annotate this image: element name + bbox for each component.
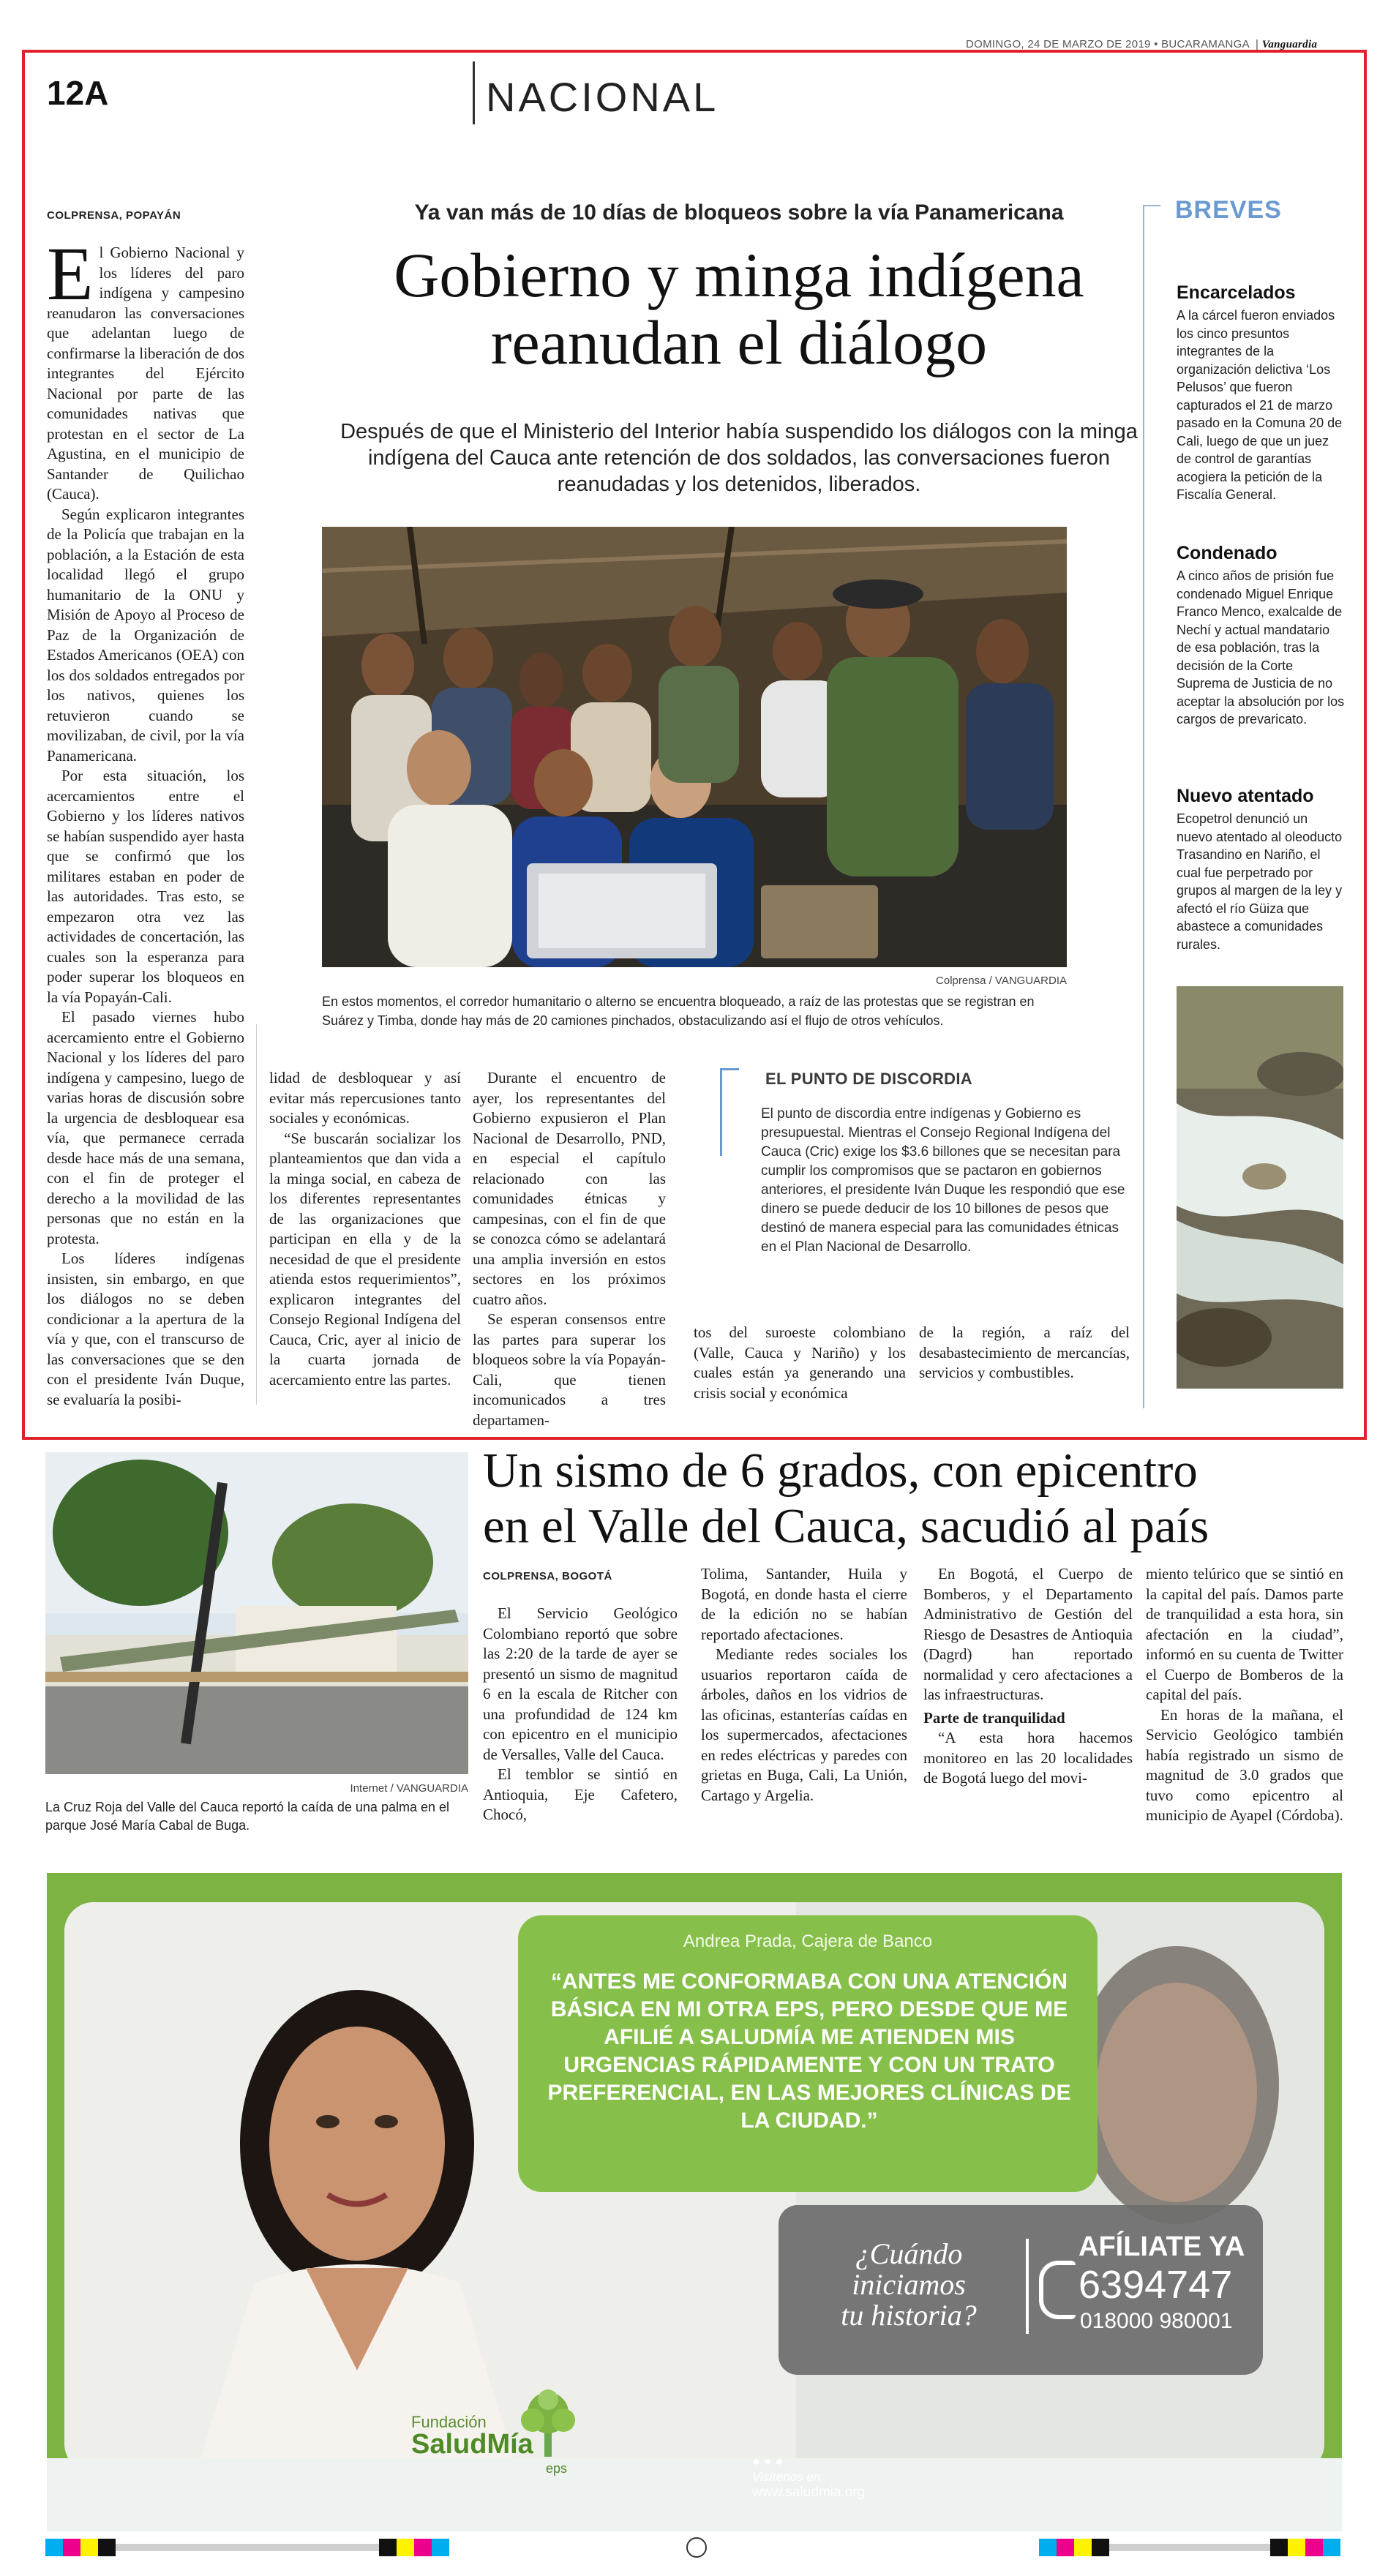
column-rule (256, 1024, 257, 1405)
meeting-photo-illustration (322, 527, 1067, 967)
fallen-palm-photo-illustration (45, 1452, 468, 1774)
logo-fundacion: Fundación (411, 2413, 487, 2431)
main-photo (322, 527, 1067, 967)
sismo-column-4 (1146, 1564, 1343, 1826)
brief-heading: Nuevo atentado (1177, 786, 1314, 806)
brief-heading: Encarcelados (1177, 282, 1296, 303)
brief-text: A la cárcel fueron enviados los cinco presuntos integrantes de la organización delictiva ‘Los Pelusos’ que fueron capturados el 21 de marzo pasado en la Comuna 20 de Cali, luego de que un juez de control de garantías acogiera la petición de la Fiscalía General. (1177, 308, 1343, 502)
ad-slogan-line3: tu historia? (841, 2299, 977, 2332)
main-col2-p2: “Se buscarán socializar los planteamientos que dan vida a la minga social, en cabeza de los diferentes representantes de las organizaciones que participan en ella y de la necesidad de que el presidente atienda estos requerimientos”, explicaron integrantes del Consejo Regional Indígena del Cauca, Cric, ayer al inicio de la cuarta jornada de acercamiento entre las partes. (269, 1129, 461, 1389)
phone-icon (1039, 2261, 1076, 2319)
logo-name: SaludMía (411, 2429, 533, 2460)
sidebar-accent-rule (720, 1068, 722, 1156)
main-col1-p1: l Gobierno Nacional y los líderes del paro indígena y campesino reanudaron las conversaciones que adelantan luego de confirmarse la liberación de dos integrantes del Ejército Nacional por parte de las comunidades nativas que protestan en el sector de La Agustina, en el municipio de Santander de Quilichao (Cauca). (47, 244, 244, 503)
section-divider (473, 61, 475, 124)
main-column-3 (473, 1068, 666, 1430)
section-title: NACIONAL (486, 74, 719, 120)
sismo-column-3 (923, 1564, 1133, 1789)
breves-title: BREVES (1175, 196, 1282, 224)
sismo-photo-credit: Internet / VANGUARDIA (350, 1782, 468, 1795)
main-col3-p1: Durante el encuentro de ayer, los representantes del Gobierno expusieron el Plan Nacional de Desarrollo, PND, en especial el capítulo relacionado con las comunidades étnicas y campesinas, con el fin de que se conozca cómo se adelantará una amplia inversión en estos sectores en los próximos cuatro años. (473, 1069, 666, 1308)
sismo-headline-line1: Un sismo de 6 grados, con epicentro (483, 1443, 1198, 1498)
main-col2-p1: lidad de desbloquear y así evitar más repercusiones tanto sociales y económicas. (269, 1069, 461, 1127)
sismo-photo (45, 1452, 468, 1774)
brief-heading: Condenado (1177, 543, 1278, 563)
main-byline: COLPRENSA, POPAYÁN (47, 209, 181, 222)
punto-discordia-text: El punto de discordia entre indígenas y Gobierno es presupuestal. Mientras el Consejo Regional Indígena del Cauca (Cric) exige los $3.6 billones que se necesitan para cumplir los compromisos que se pactaron en gobiernos anteriores, el presidente Iván Duque les respondió que ese dinero se puede deducir de los 10 billones de pesos que destinó de manera especial para las comunidades étnicas en el Plan Nacional de Desarrollo. (761, 1106, 1125, 1255)
logo-eps: eps (546, 2461, 568, 2476)
social-icons[interactable] (752, 2454, 784, 2469)
brand-logo-text: Vanguardia (1261, 39, 1318, 50)
sismo-col4-p1: miento telúrico que se sintió en la capital del país. Damos parte de tranquilidad a esta hora, sin afectación en la ciudad”, informó en su cuenta de Twitter el Cuerpo de Bomberos de la capital del país. (1146, 1565, 1343, 1703)
main-col4-p1: tos del suroeste colombiano (Valle, Cauca y Nariño) y los cuales están ya generando una crisis social y económica (694, 1323, 906, 1402)
sismo-photo-caption: La Cruz Roja del Valle del Cauca reportó la caída de una palma en el parque José María Cabal de Buga. (45, 1800, 450, 1833)
main-column-1 (47, 232, 244, 1410)
page-number: 12A (47, 74, 109, 112)
facebook-icon[interactable]: ● (763, 2454, 772, 2468)
brief-item (1177, 282, 1345, 504)
main-headline-line1: Gobierno y minga indígena (394, 240, 1084, 310)
color-registration-bar-right (1039, 2539, 1340, 2556)
sismo-col3-p1: En Bogotá, el Cuerpo de Bomberos, y el Departamento Administrativo de Gestión del Riesgo de Desastres de Antioquia (Dagrd) han reportado normalidad y cero afectaciones a las infraestructuras. (923, 1565, 1133, 1703)
sismo-col1-p1: El Servicio Geológico Colombiano reportó que sobre las 2:20 de la tarde de ayer se presentó un sismo de magnitud 6 en la escala de Ritcher con una profundidad de 124 km con epicentro en el municipio de Versalles, Valle del Cauca. (483, 1604, 678, 1763)
color-registration-bar-left (45, 2539, 449, 2556)
ad-slogan-line1: ¿Cuándo (855, 2237, 963, 2270)
dateline-text: DOMINGO, 24 DE MARZO DE 2019 • BUCARAMANGA (966, 38, 1250, 50)
sismo-column-1 (483, 1604, 678, 1825)
breves-tick (1143, 205, 1160, 206)
sismo-byline: COLPRENSA, BOGOTÁ (483, 1570, 612, 1582)
brief-item (1177, 543, 1345, 729)
dateline: DOMINGO, 24 DE MARZO DE 2019 • BUCARAMANGA | Vanguardia (966, 38, 1318, 50)
river-photo (1177, 986, 1343, 1389)
brief-text: Ecopetrol denunció un nuevo atentado al oleoducto Trasandino en Nariño, el cual fue perpetrado por grupos al margen de la ley y afectó el río Güiza que abastece a comunidades rurales. (1177, 811, 1343, 952)
registration-crosshair-icon (686, 2537, 707, 2558)
ad-slogan-line2: iniciamos (852, 2268, 966, 2301)
main-kicker: Ya van más de 10 días de bloqueos sobre la vía Panamericana (414, 200, 1064, 225)
sismo-col4-p2: En horas de la mañana, el Servicio Geológico también había registrado un sismo de magnitud de 3.0 grados que tuvo como epicentro al municipio de Ayapel (Córdoba). (1146, 1705, 1343, 1824)
main-headline-line2: reanudan el diálogo (490, 307, 988, 378)
main-col1-p2: Según explicaron integrantes de la Policía que trabajan en la población, a la Estación de esta localidad llegó el grupo humanitario de la ONU y Misión de Apoyo al Proceso de Paz de la Organización de Estados Americanos (OEA) con los dos soldados entregados por los nativos, quienes los retuvieron cuando se movilizaban, de civil, por la vía Panamericana. (47, 505, 244, 765)
cta-divider (1026, 2239, 1029, 2334)
ad-slogan (799, 2239, 1019, 2331)
sismo-col3-p2: “A esta hora hacemos monitoreo en las 20 localidades de Bogotá luego del movi- (923, 1729, 1133, 1787)
punto-discordia-title: EL PUNTO DE DISCORDIA (765, 1070, 972, 1088)
twitter-icon[interactable]: ● (752, 2454, 760, 2468)
main-col3-p2: Se esperan consensos entre las partes para superar los bloqueos sobre la vía Popayán-Cali, que tienen incomunicados a tres departamen- (473, 1310, 666, 1429)
main-column-4 (694, 1323, 906, 1403)
ad-footer-band (47, 2458, 1342, 2531)
main-deck: Después de que el Ministerio del Interior había suspendido los diálogos con la minga indígena del Cauca ante retención de dos soldados, las conversaciones fueron reanudadas y los detenidos, liberados. (340, 420, 1138, 496)
main-col1-p5: Los líderes indígenas insisten, sin embargo, en que los diálogos no se deben condicionar a la apertura de la vía y que, con el transcurso de las conversaciones que se den con el presidente Iván Duque, se evaluaría la posibi- (47, 1250, 244, 1408)
testimonial-person: Andrea Prada, Cajera de Banco (683, 1931, 933, 1951)
cta-phone[interactable]: 6394747 (1078, 2263, 1233, 2307)
main-col1-p3: Por esta situación, los acercamientos entre el Gobierno y los líderes nativos se habían suspendido ayer hasta que se confirmó que los militares estaban en poder de las autoridades. Tras esto, se empezaron otra vez las actividades de concertación, las cuales son la esperanza para poder superar los bloqueos en la vía Popayán-Cali. (47, 767, 244, 1006)
sismo-column-2 (701, 1564, 907, 1806)
cta-label[interactable]: AFÍLIATE YA (1078, 2231, 1245, 2262)
main-column-5 (919, 1323, 1130, 1383)
visit-label: Visítenos en: (752, 2470, 824, 2484)
brief-item (1177, 786, 1345, 953)
testimonial-quote: “ANTES ME CONFORMABA CON UNA ATENCIÓN BÁSICA EN MI OTRA EPS, PERO DESDE QUE ME AFILIÉ A SALUDMÍA ME ATIENDEN MIS URGENCIAS RÁPIDAMENTE Y CON UN TRATO PREFERENCIAL, EN LAS MEJORES CLÍNICAS DE LA CIUDAD.” (547, 1969, 1071, 2133)
sismo-col2-p2: Mediante redes sociales los usuarios reportaron caída de árboles, daños en los vidrios de las oficinas, estanterías caídas en los supermercados, afectaciones en redes eléctricas y paredes con grietas en Buga, Cali, La Unión, Cartago y Argelia. (701, 1645, 907, 1804)
cta-phone-alt[interactable]: 018000 980001 (1080, 2309, 1233, 2333)
breves-rule (1143, 205, 1144, 1408)
main-photo-caption: En estos momentos, el corredor humanitario o alterno se encuentra bloqueado, a raíz de las protestas que se registran en Suárez y Timba, donde hay más de 20 camiones pinchados, obstaculizando así el flujo de otros vehículos. (322, 994, 1035, 1028)
sismo-col1-p2: El temblor se sintió en Antioquia, Eje Cafetero, Chocó, (483, 1765, 678, 1823)
sidebar-accent-tick (720, 1068, 739, 1070)
main-column-2 (269, 1068, 461, 1390)
river-photo-illustration (1177, 986, 1343, 1389)
sismo-headline (483, 1443, 1346, 1554)
main-col5-p1: de la región, a raíz del desabastecimiento de mercancías, servicios y combustibles. (919, 1323, 1130, 1381)
sismo-headline-line2: en el Valle del Cauca, sacudió al país (483, 1499, 1209, 1553)
sismo-col2-p1: Tolima, Santander, Huila y Bogotá, en donde hasta el cierre de la edición no se habían reportado afectaciones. (701, 1565, 907, 1643)
main-photo-credit: Colprensa / VANGUARDIA (936, 975, 1067, 987)
sismo-subhead: Parte de tranquilidad (923, 1708, 1065, 1727)
ad-website-link[interactable]: www.saludmia.org (752, 2485, 866, 2500)
drop-cap: E (47, 232, 94, 316)
instagram-icon[interactable]: ● (775, 2454, 784, 2468)
main-headline (315, 241, 1163, 376)
brief-text: A cinco años de prisión fue condenado Miguel Enrique Franco Menco, exalcalde de Nechí y actual mandatario de esa población, tras la decisión de la Corte Suprema de Justicia de no aceptar la absolución por los cargos de prevaricato. (1177, 568, 1345, 726)
main-col1-p4: El pasado viernes hubo acercamiento entre el Gobierno Nacional y los líderes del paro indígena y campesino, luego de varias horas de discusión sobre la urgencia de desbloquear esa vía, que permanece cerrada desde hace más de una semana, con el fin de proteger el derecho a la movilidad de las personas que no están en la protesta. (47, 1008, 244, 1247)
